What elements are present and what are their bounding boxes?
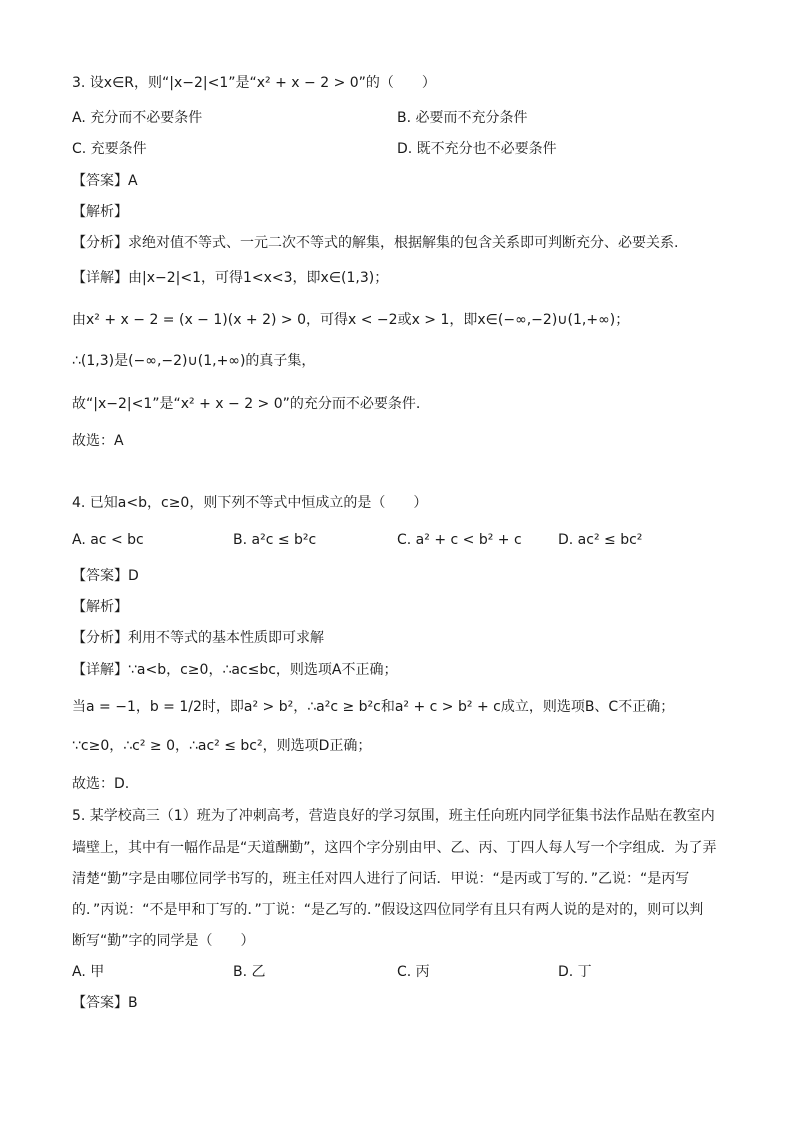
q5-stem-line-1: 5. 某学校高三（1）班为了冲刺高考，营造良好的学习氛围，班主任向班内同学征集书法作品贴在教室内 bbox=[72, 808, 715, 824]
q5-option-d: D. 丁 bbox=[558, 964, 592, 980]
q5-stem-line-3: 清楚“勤”字是由哪位同学书写的，班主任对四人进行了问话．甲说：“是丙或丁写的．”乙说：“是丙写 bbox=[72, 871, 690, 887]
q5-option-b: B. 乙 bbox=[233, 964, 266, 980]
q5-stem-line-2: 墙壁上，其中有一幅作品是“天道酬勤”，这四个字分别由甲、乙、丙、丁四人每人写一个字组成．为了弄 bbox=[72, 840, 717, 856]
q5-stem-line-4: 的．”丙说：“不是甲和丁写的．”丁说：“是乙写的．”假设这四位同学有且只有两人说的是对的，则可以判 bbox=[72, 902, 704, 918]
q4-jiexi: 【解析】 bbox=[72, 599, 128, 615]
q3-detail-1: 【详解】由|x−2|<1，可得1<x<3，即x∈(1,3)； bbox=[72, 270, 389, 286]
q4-choose: 故选：D. bbox=[72, 776, 130, 792]
q3-analysis: 【分析】求绝对值不等式、一元二次不等式的解集，根据解集的包含关系即可判断充分、必要关系. bbox=[72, 235, 679, 251]
q4-detail-1: 【详解】∵a<b，c≥0，∴ac≤bc，则选项A不正确； bbox=[72, 662, 398, 678]
q5-option-c: C. 丙 bbox=[397, 964, 430, 980]
q4-option-a: A. ac < bc bbox=[72, 532, 144, 548]
q3-option-b: B. 必要而不充分条件 bbox=[397, 110, 528, 126]
q4-detail-3: ∵c≥0，∴c² ≥ 0，∴ac² ≤ bc²，则选项D正确； bbox=[72, 738, 372, 754]
q3-jiexi: 【解析】 bbox=[72, 204, 128, 220]
q5-answer: 【答案】B bbox=[72, 995, 138, 1011]
q3-option-d: D. 既不充分也不必要条件 bbox=[397, 141, 557, 157]
q3-choose: 故选：A bbox=[72, 433, 124, 449]
q3-detail-4: 故“|x−2|<1”是“x² + x − 2 > 0”的充分而不必要条件. bbox=[72, 396, 421, 412]
q4-stem: 4. 已知a<b，c≥0，则下列不等式中恒成立的是（ ） bbox=[72, 495, 428, 511]
q4-detail-2: 当a = −1，b = 1/2时，即a² > b²，∴a²c ≥ b²c和a² + c > b² + c成立，则选项B、C不正确； bbox=[72, 699, 675, 715]
q4-option-b: B. a²c ≤ b²c bbox=[233, 532, 317, 548]
q3-option-c: C. 充要条件 bbox=[72, 141, 147, 157]
q3-option-a: A. 充分而不必要条件 bbox=[72, 110, 203, 126]
q4-analysis: 【分析】利用不等式的基本性质即可求解 bbox=[72, 630, 324, 646]
q4-option-d: D. ac² ≤ bc² bbox=[558, 532, 643, 548]
q3-detail-3: ∴(1,3)是(−∞,−2)∪(1,+∞)的真子集， bbox=[72, 353, 316, 369]
q3-detail-2: 由x² + x − 2 = (x − 1)(x + 2) > 0，可得x < −2或x > 1，即x∈(−∞,−2)∪(1,+∞)； bbox=[72, 312, 630, 328]
q5-stem-line-5: 断写“勤”字的同学是（ ） bbox=[72, 933, 255, 949]
q5-option-a: A. 甲 bbox=[72, 964, 105, 980]
q4-option-c: C. a² + c < b² + c bbox=[397, 532, 522, 548]
q3-stem: 3. 设x∈R，则“|x−2|<1”是“x² + x − 2 > 0”的（ ） bbox=[72, 75, 436, 91]
q3-answer: 【答案】A bbox=[72, 173, 138, 189]
q4-answer: 【答案】D bbox=[72, 568, 139, 584]
